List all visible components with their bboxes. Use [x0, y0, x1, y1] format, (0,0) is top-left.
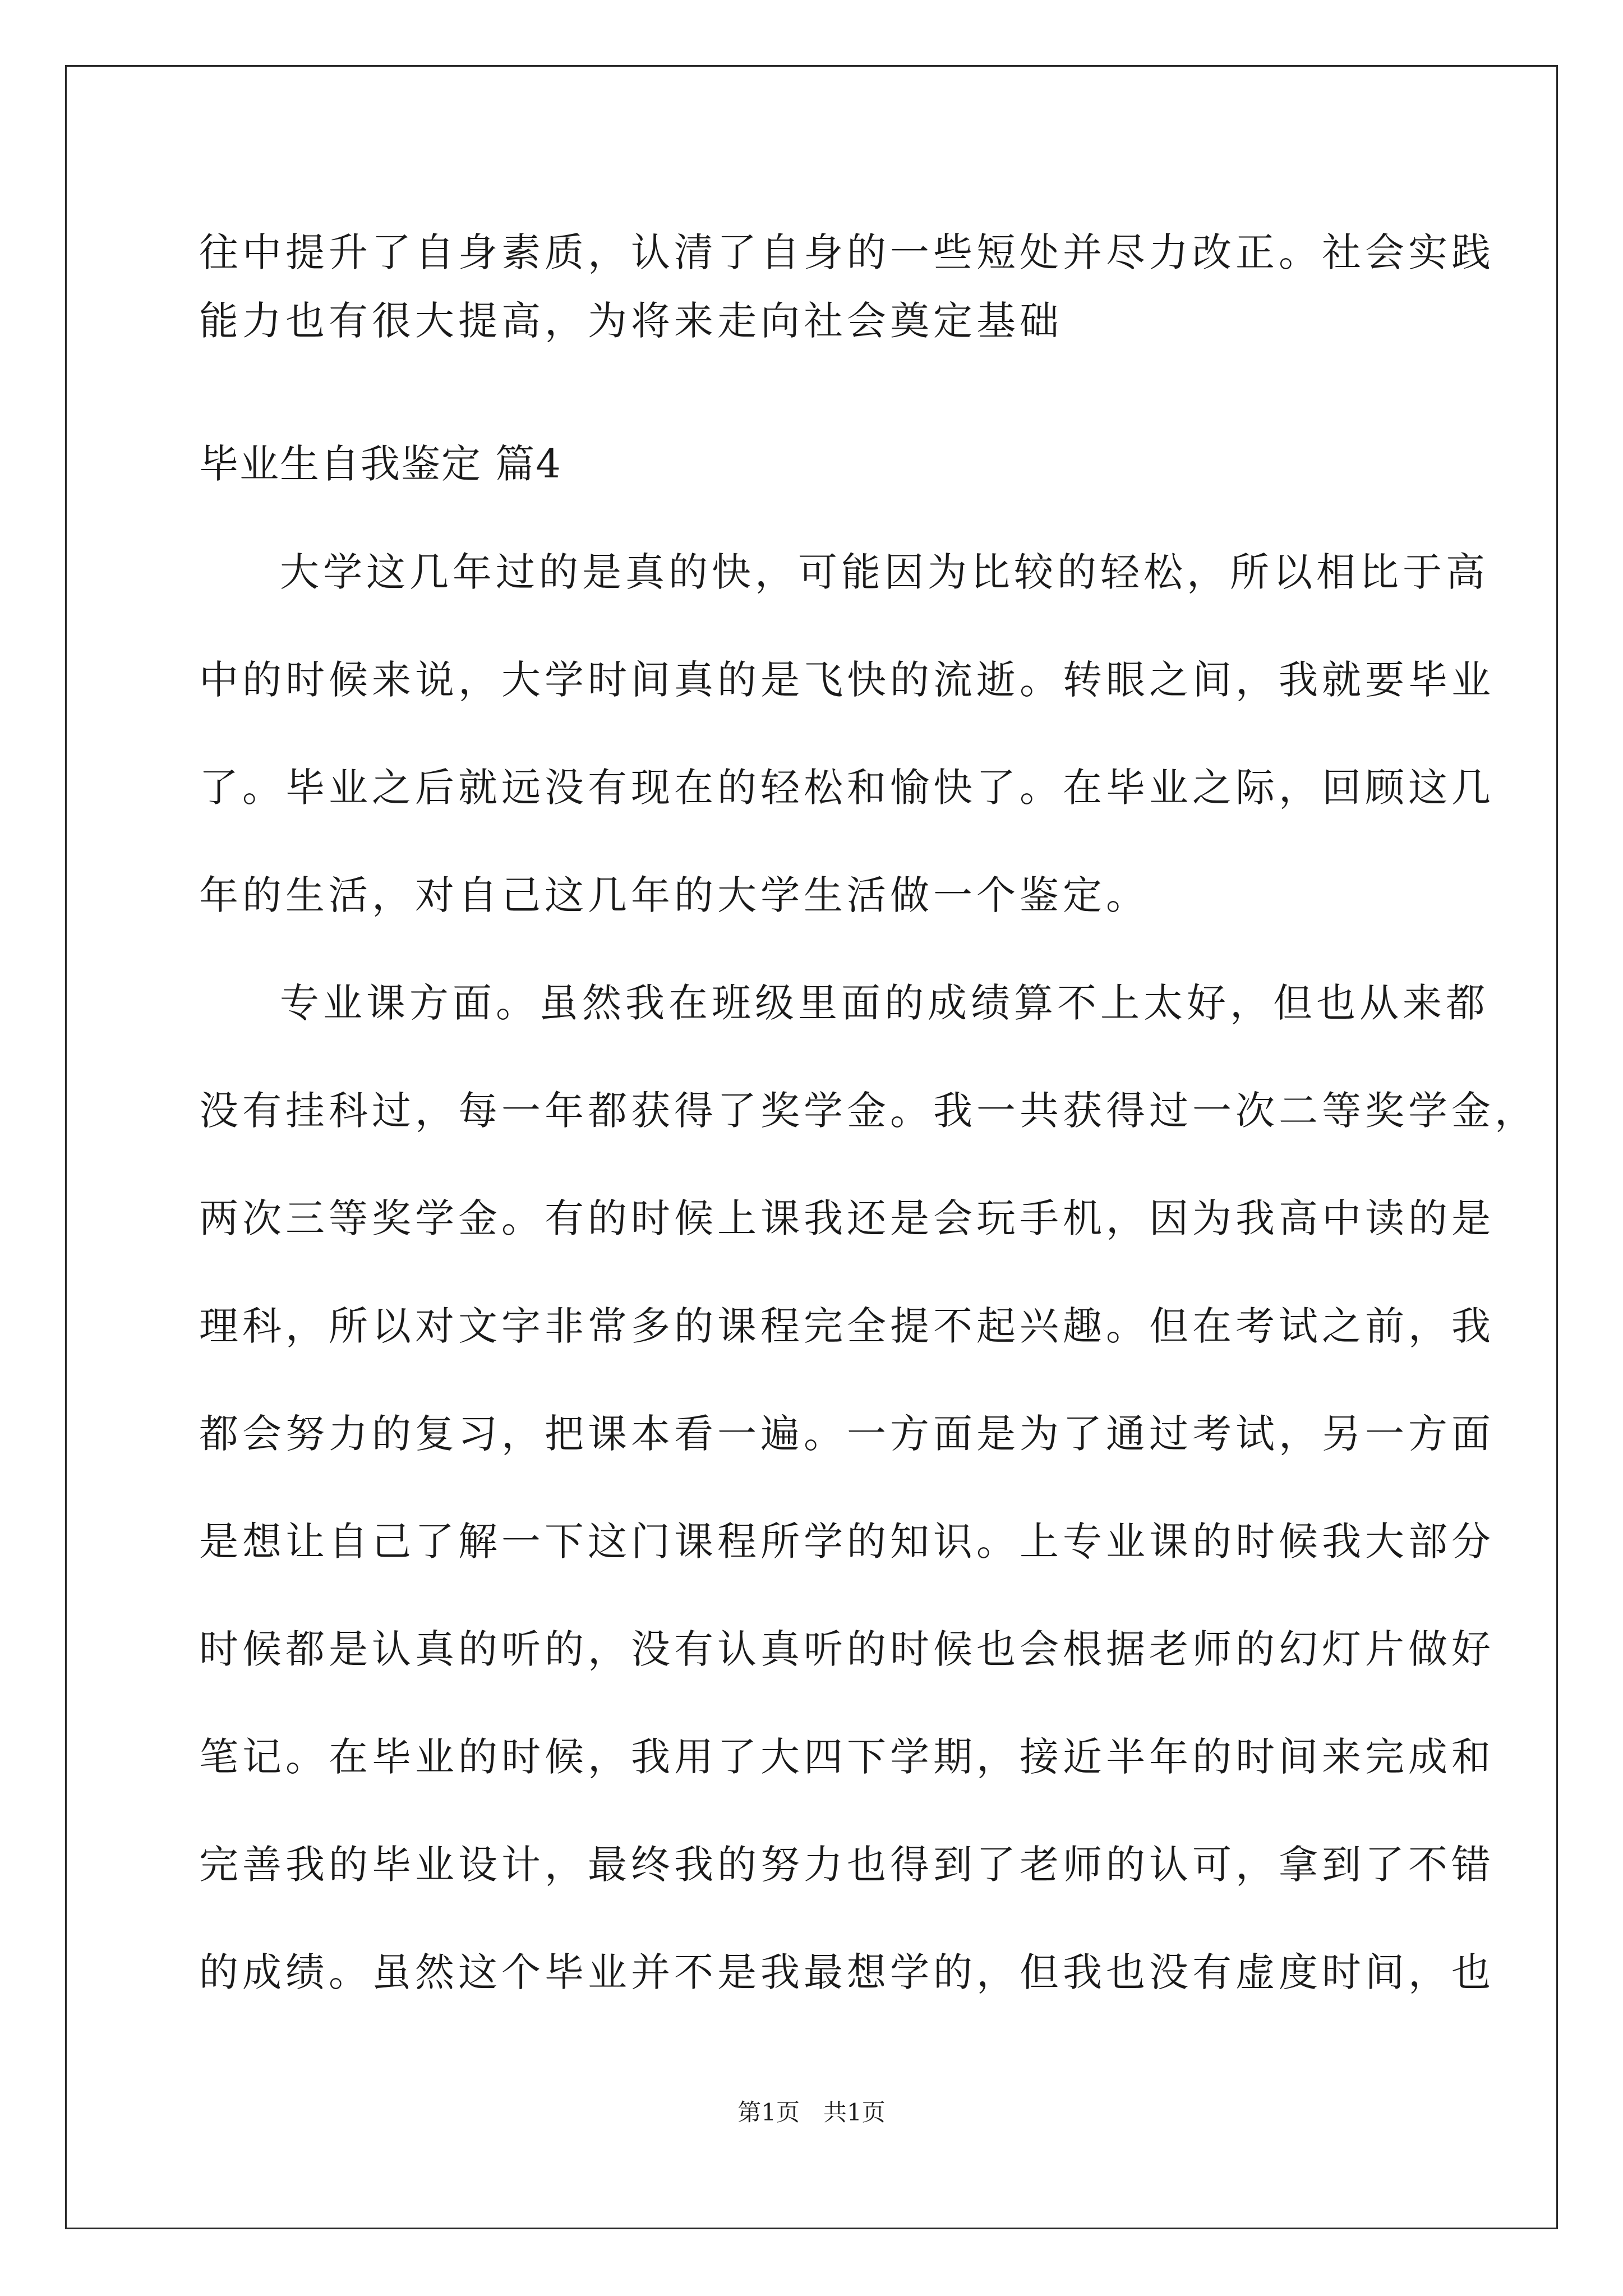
paragraph-3-line-1: 专业课方面。虽然我在班级里面的成绩算不上太好，但也从来都 — [280, 980, 1489, 1026]
paragraph-2-line-3: 了。毕业之后就远没有现在的轻松和愉快了。在毕业之际，回顾这几 — [199, 765, 1495, 811]
section-heading: 毕业生自我鉴定 篇4 — [199, 441, 562, 487]
paragraph-2-line-1: 大学这几年过的是真的快，可能因为比较的轻松，所以相比于高 — [280, 549, 1489, 595]
paragraph-3-line-3: 两次三等奖学金。有的时候上课我还是会玩手机，因为我高中读的是 — [199, 1195, 1495, 1241]
paragraph-2-line-2: 中的时候来说，大学时间真的是飞快的流逝。转眼之间，我就要毕业 — [199, 657, 1495, 703]
paragraph-3-line-5: 都会努力的复习，把课本看一遍。一方面是为了通过考试，另一方面 — [199, 1411, 1495, 1457]
paragraph-3-line-2: 没有挂科过，每一年都获得了奖学金。我一共获得过一次二等奖学金， — [199, 1088, 1538, 1134]
paragraph-2-line-4: 年的生活，对自己这几年的大学生活做一个鉴定。 — [199, 872, 1149, 918]
paragraph-3-line-10: 的成绩。虽然这个毕业并不是我最想学的，但我也没有虚度时间，也 — [199, 1949, 1495, 1995]
paragraph-1-line-2: 能力也有很大提高，为将来走向社会奠定基础 — [199, 298, 1063, 344]
paragraph-1-line-1: 往中提升了自身素质，认清了自身的一些短处并尽力改正。社会实践 — [199, 229, 1495, 275]
paragraph-3-line-9: 完善我的毕业设计，最终我的努力也得到了老师的认可，拿到了不错 — [199, 1842, 1495, 1888]
page-border — [65, 65, 1558, 2229]
paragraph-3-line-8: 笔记。在毕业的时候，我用了大四下学期，接近半年的时间来完成和 — [199, 1734, 1495, 1780]
page-footer: 第1页 共1页 — [737, 2099, 886, 2126]
paragraph-3-line-7: 时候都是认真的听的，没有认真听的时候也会根据老师的幻灯片做好 — [199, 1626, 1495, 1672]
paragraph-3-line-4: 理科，所以对文字非常多的课程完全提不起兴趣。但在考试之前，我 — [199, 1303, 1495, 1349]
paragraph-3-line-6: 是想让自己了解一下这门课程所学的知识。上专业课的时候我大部分 — [199, 1519, 1495, 1565]
